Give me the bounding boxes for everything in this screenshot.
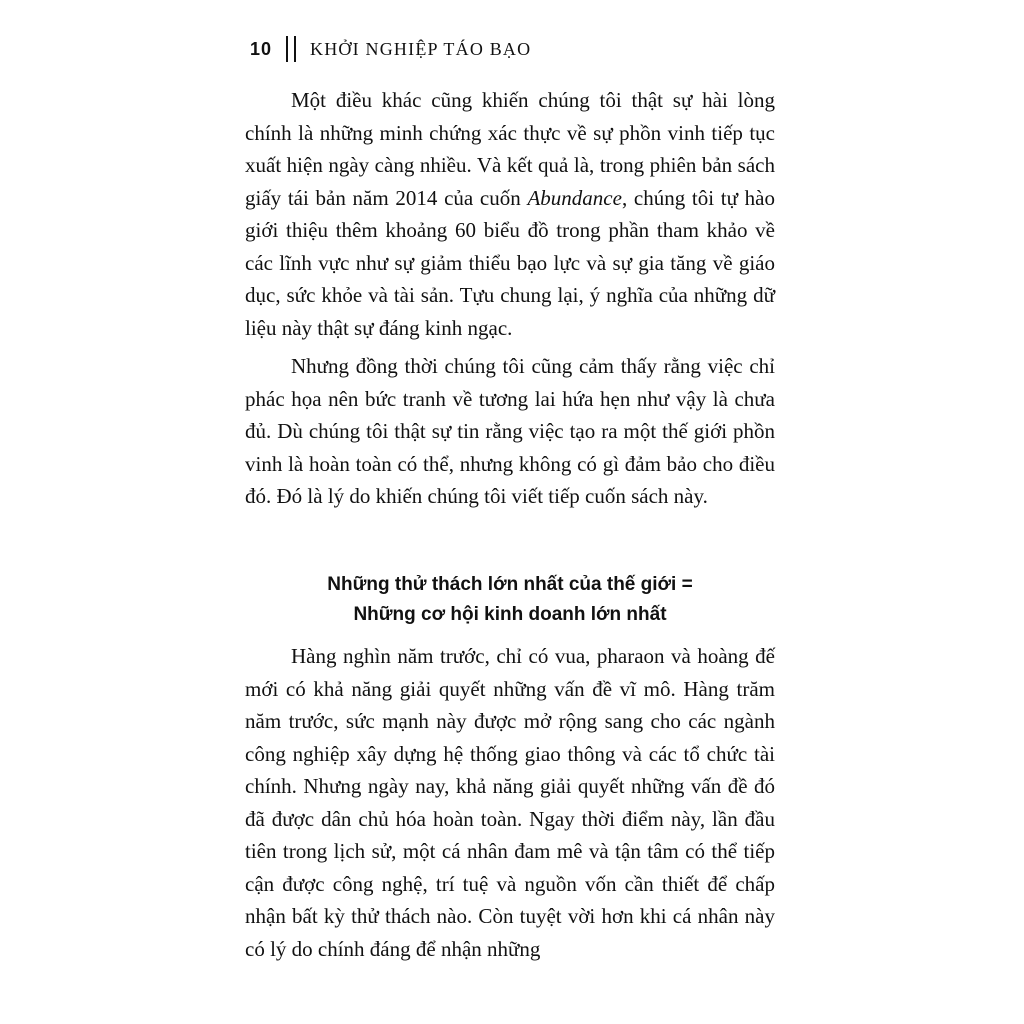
section-heading-line-2: Những cơ hội kinh doanh lớn nhất (353, 604, 667, 625)
paragraph-1-text-before: Một điều khác cũng khiến chúng tôi thật sự hài lòng chính là những minh chứng xác thực về sự phồn vinh tiếp tục xuất hiện ngày càng nhiều. Và kết quả là, trong phiên bản sách giấy tái bản năm 2014 của cuốn (245, 88, 775, 210)
book-title-abundance: Abundance (527, 185, 622, 210)
section-heading-line-1: Những thử thách lớn nhất của thế giới = (327, 574, 693, 595)
section-heading (245, 570, 775, 630)
paragraph-1-text (245, 84, 775, 344)
paragraph-2 (245, 350, 775, 513)
paragraph-2-text: Nhưng đồng thời chúng tôi cũng cảm thấy rằng việc chỉ phác họa nên bức tranh về tương lai hứa hẹn như vậy là chưa đủ. Dù chúng tôi thật sự tin rằng việc tạo ra một thế giới phồn vinh là hoàn toàn có thể, nhưng không có gì đảm bảo cho điều đó. Đó là lý do khiến chúng tôi viết tiếp cuốn sách này. (245, 354, 775, 508)
page-header (250, 34, 810, 64)
paragraph-1 (245, 84, 775, 344)
running-title: KHỞI NGHIỆP TÁO BẠO (310, 38, 532, 59)
paragraph-3 (245, 640, 775, 965)
header-divider (286, 36, 296, 62)
paragraph-1-text-after: , chúng tôi tự hào giới thiệu thêm khoảng 60 biểu đồ trong phần tham khảo về các lĩnh vực như sự giảm thiểu bạo lực và sự gia tăng về giáo dục, sức khỏe và tài sản. Tựu chung lại, ý nghĩa của những dữ liệu này thật sự đáng kinh ngạc. (245, 185, 775, 340)
paragraph-3-text: Hàng nghìn năm trước, chỉ có vua, pharaon và hoàng đế mới có khả năng giải quyết những vấn đề vĩ mô. Hàng trăm năm trước, sức mạnh này được mở rộng sang cho các ngành công nghiệp xây dựng hệ thống giao thông và các tổ chức tài chính. Nhưng ngày nay, khả năng giải quyết những vấn đề đó đã được dân chủ hóa hoàn toàn. Ngay thời điểm này, lần đầu tiên trong lịch sử, một cá nhân đam mê và tận tâm có thể tiếp cận được công nghệ, trí tuệ và nguồn vốn cần thiết để chấp nhận bất kỳ thử thách nào. Còn tuyệt vời hơn khi cá nhân này có lý do chính đáng để nhận những (245, 644, 775, 961)
page-number: 10 (250, 38, 273, 59)
